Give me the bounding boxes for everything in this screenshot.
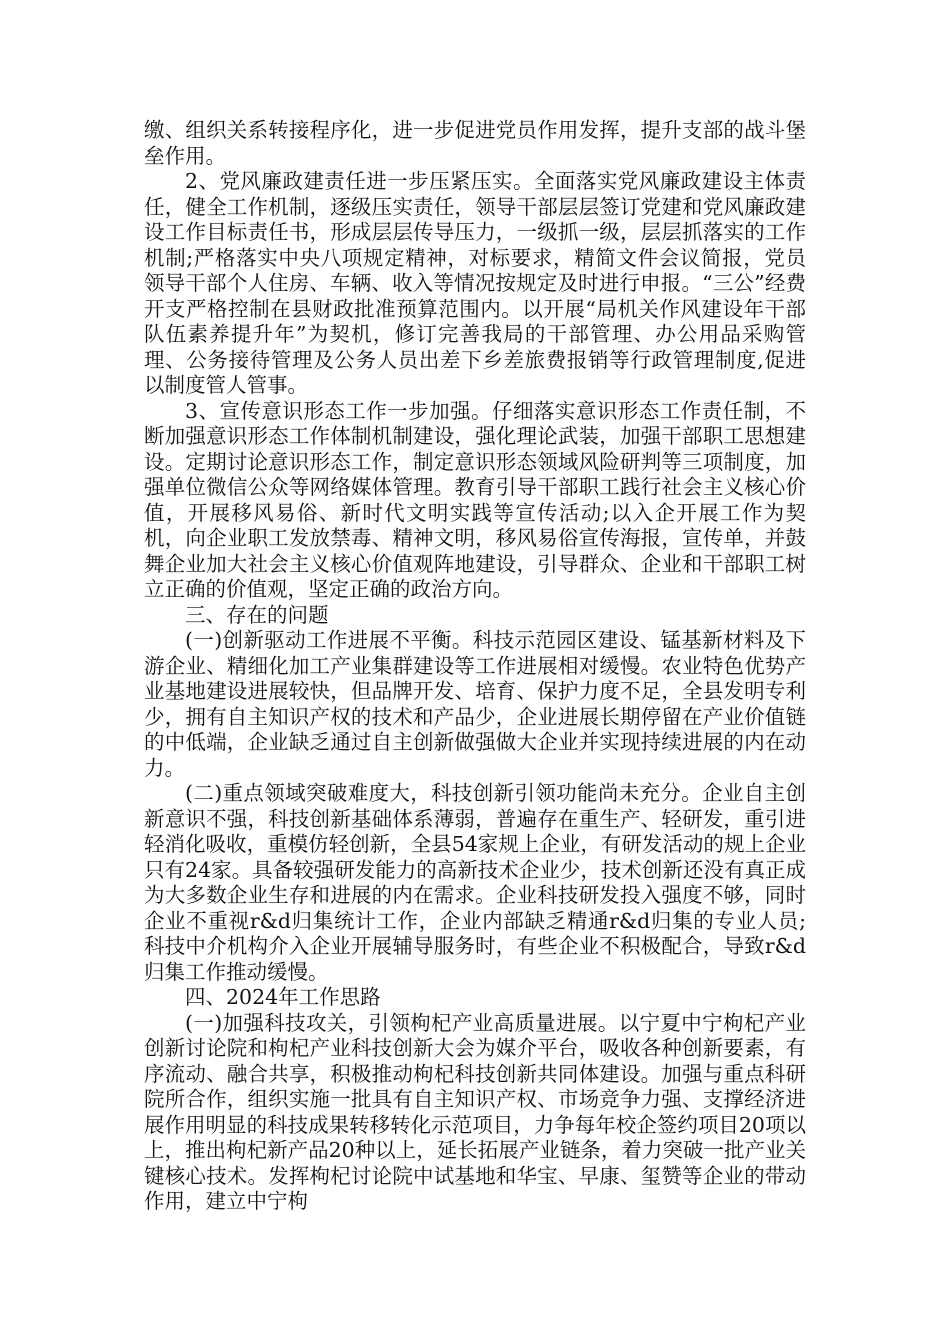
- paragraph-ideology-work: 3、宣传意识形态工作一步加强。仔细落实意识形态工作责任制，不断加强意识形态工作体制机制建设，强化理论武装，加强干部职工思想建设。定期讨论意识形态工作，制定意识形态领域风险研判等三项制度，加强单位微信公众等网络媒体管理。教育引导干部职工践行社会主义核心价值，开展移风易俗、新时代文明实践等宣传活动;以入企开展工作为契机，向企业职工发放禁毒、精神文明，移风易俗宣传海报，宣传单，并鼓舞企业加大社会主义核心价值观阵地建设，引导群众、企业和干部职工树立正确的价值观，坚定正确的政治方向。: [144, 398, 806, 601]
- paragraph-continuation: 缴、组织关系转接程序化，进一步促进党员作用发挥，提升支部的战斗堡垒作用。: [144, 118, 806, 168]
- section-heading-work-plan: 四、2024年工作思路: [185, 985, 381, 1009]
- paragraph-party-integrity: 2、党风廉政建责任进一步压紧压实。全面落实党风廉政建设主体责任，健全工作机制，逐级压实责任，领导干部层层签订党建和党风廉政建设工作目标责任书，形成层层传导压力，一级抓一级，层层抓落实的工作机制;严格落实中央八项规定精神，对标要求，精简文件会议简报，党员领导干部个人住房、车辆、收入等情况按规定及时进行申报。“三公”经费开支严格控制在县财政批准预算范围内。以开展“局机关作风建设年干部队伍素养提升年”为契机，修订完善我局的干部管理、办公用品采购管理、公务接待管理及公务人员出差下乡差旅费报销等行政管理制度,促进以制度管人管事。: [144, 169, 806, 397]
- paragraph-problem-one: (一)创新驱动工作进展不平衡。科技示范园区建设、锰基新材料及下游企业、精细化加工产业集群建设等工作进展相对缓慢。农业特色优势产业基地建设进展较快，但品牌开发、培育、保护力度不足，全县发明专利少，拥有自主知识产权的技术和产品少，企业进展长期停留在产业价值链的中低端，企业缺乏通过自主创新做强做大企业并实现持续进展的内在动力。: [144, 628, 806, 780]
- document-body: [144, 118, 806, 1215]
- section-heading-problems: 三、存在的问题: [185, 602, 329, 627]
- paragraph-problem-two: (二)重点领域突破难度大，科技创新引领功能尚未充分。企业自主创新意识不强，科技创新基础体系薄弱，普遍存在重生产、轻研发，重引进轻消化吸收，重模仿轻创新，全县54家规上企业，有研发活动的规上企业只有24家。具备较强研发能力的高新技术企业少，技术创新还没有真正成为大多数企业生存和进展的内在需求。企业科技研发投入强度不够，同时企业不重视r&d归集统计工作，企业内部缺乏精通r&d归集的专业人员;科技中介机构介入企业开展辅导服务时，有些企业不积极配合，导致r&d归集工作推动缓慢。: [144, 781, 806, 984]
- paragraph-plan-one: (一)加强科技攻关，引领枸杞产业高质量进展。以宁夏中宁枸杞产业创新讨论院和枸杞产业科技创新大会为媒介平台，吸收各种创新要素，有序流动、融合共享，积极推动枸杞科技创新共同体建设。加强与重点科研院所合作，组织实施一批具有自主知识产权、市场竞争力强、支撑经济进展作用明显的科技成果转移转化示范项目，力争每年校企签约项目20项以上，推出枸杞新产品20种以上，延长拓展产业链条，着力突破一批产业关键核心技术。发挥枸杞讨论院中试基地和华宝、早康、玺赞等企业的带动作用，建立中宁枸: [144, 1010, 806, 1213]
